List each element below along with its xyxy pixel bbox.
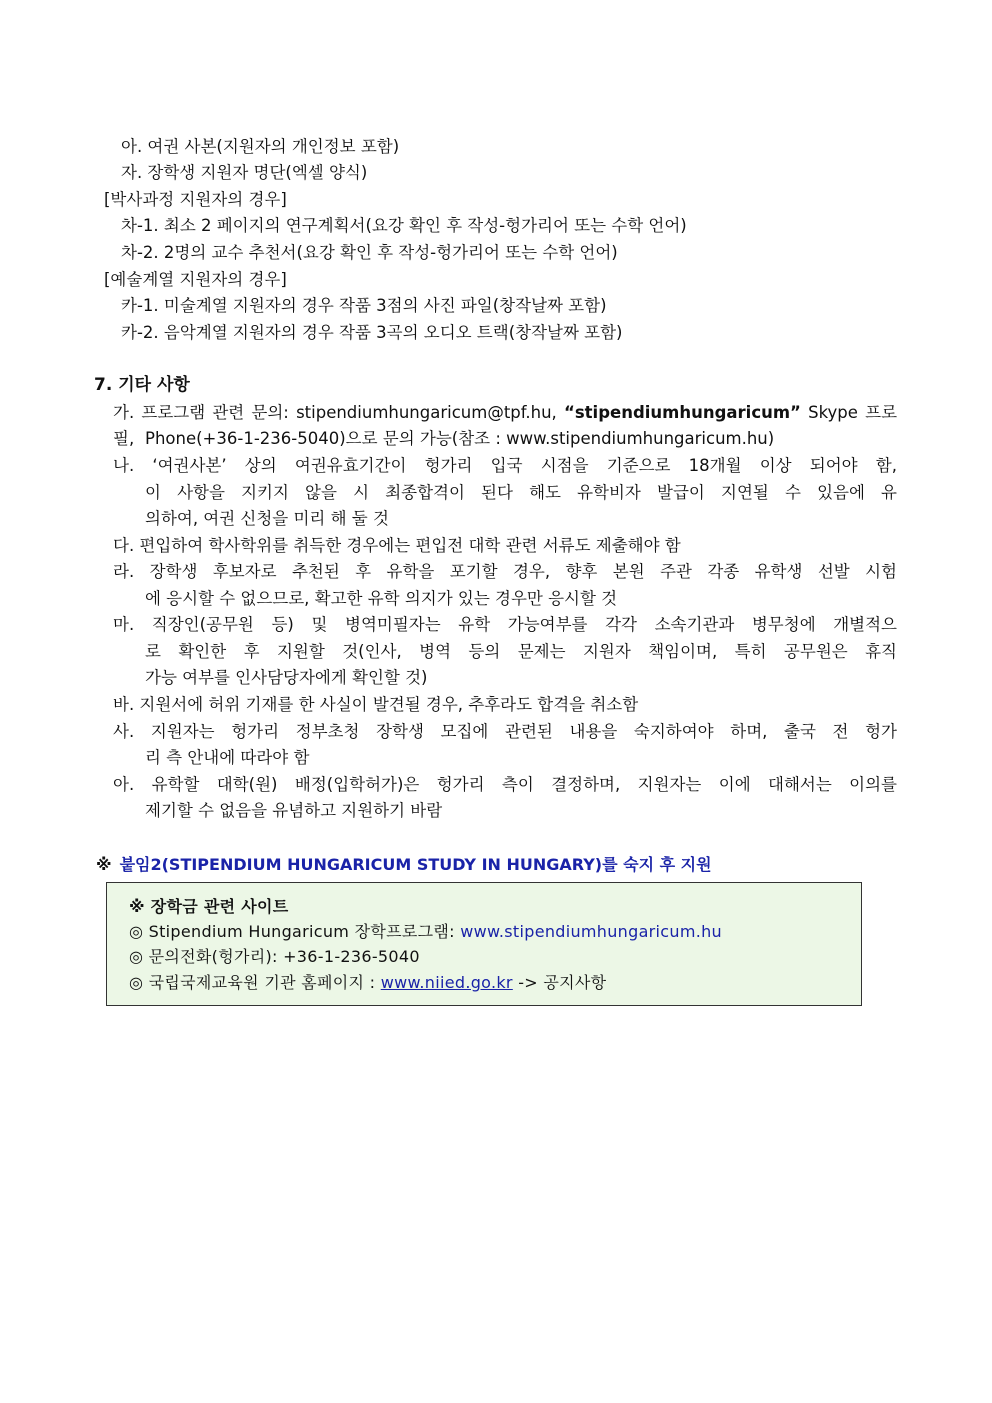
item-sa-line2: 리 측 안내에 따라야 함 — [145, 748, 310, 767]
item-na-line2: 이 사항을 지키지 않을 시 최종합격이 된다 해도 유학비자 발급이 지연될 수 있음에 유 — [145, 483, 897, 502]
attachment-notice-text: 붙임2(STIPENDIUM HUNGARICUM STUDY IN HUNGARY)를 숙지 후 지원 — [119, 855, 712, 874]
section-title: 7. 기타 사항 — [94, 375, 190, 395]
doc-item-art-photos: 카-1. 미술계열 지원자의 경우 작품 3점의 사진 파일(창작날짜 포함) — [121, 296, 607, 315]
scholarship-info-box — [106, 882, 862, 1006]
info-program-line — [129, 920, 722, 944]
item-na-line3: 의하여, 여권 신청을 미리 해 둘 것 — [145, 509, 389, 528]
arts-header: [예술계열 지원자의 경우] — [104, 270, 287, 289]
doc-item-recommendation: 차-2. 2명의 교수 추천서(요강 확인 후 작성-헝가리어 또는 수학 언어) — [121, 243, 618, 262]
skype-id: “stipendiumhungaricum” — [563, 403, 801, 422]
item-ga-line2: Phone(+36-1-236-5040)으로 문의 가능(참조 : www.stipendiumhungaricum.hu) — [145, 429, 775, 448]
info-phone-line: ◎ 문의전화(헝가리): +36-1-236-5040 — [129, 947, 420, 966]
item-aa-line1: 아. 유학할 대학(원) 배정(입학허가)은 헝가리 측이 결정하며, 지원자는 이에 대해서는 이의를 — [113, 775, 897, 794]
info-homepage-label: ◎ 국립국제교육원 기관 홈페이지 : — [129, 973, 381, 992]
item-ga-skype-label: Skype 프로필, — [113, 403, 898, 448]
niied-homepage-link[interactable]: www.niied.go.kr — [380, 973, 513, 992]
doc-item-music-tracks: 카-2. 음악계열 지원자의 경우 작품 3곡의 오디오 트랙(창작날짜 포함) — [121, 323, 623, 342]
item-ba: 바. 지원서에 허위 기재를 한 사실이 발견될 경우, 추후라도 합격을 취소함 — [113, 695, 639, 714]
info-program-label: ◎ Stipendium Hungaricum 장학프로그램: — [129, 922, 461, 941]
item-da: 다. 편입하여 학사학위를 취득한 경우에는 편입전 대학 관련 서류도 제출해야 함 — [113, 536, 681, 555]
info-homepage-line — [129, 971, 606, 995]
item-na-line1: 나. ‘여권사본’ 상의 여권유효기간이 헝가리 입국 시점을 기준으로 18개월 이상 되어야 함, — [113, 456, 897, 475]
program-website-link[interactable]: www.stipendiumhungaricum.hu — [460, 922, 722, 941]
item-sa-line1: 사. 지원자는 헝가리 정부초청 장학생 모집에 관련된 내용을 숙지하여야 하며, 출국 전 헝가 — [113, 722, 897, 741]
item-ra-line1: 라. 장학생 후보자로 추천된 후 유학을 포기할 경우, 향후 본원 주관 각종 유학생 선발 시험 — [113, 562, 897, 581]
doc-item-applicant-list: 자. 장학생 지원자 명단(엑셀 양식) — [121, 163, 368, 182]
phd-header: [박사과정 지원자의 경우] — [104, 190, 287, 209]
info-homepage-tail: -> 공지사항 — [512, 973, 607, 992]
item-aa-line2: 제기할 수 없음을 유념하고 지원하기 바람 — [145, 801, 443, 820]
doc-item-research-plan: 차-1. 최소 2 페이지의 연구계획서(요강 확인 후 작성-헝가리어 또는 수학 언어) — [121, 216, 687, 235]
attachment-notice — [96, 852, 712, 878]
item-ga-text: 가. 프로그램 관련 문의: stipendiumhungaricum@tpf.hu, — [113, 403, 564, 422]
info-box-title: ※ 장학금 관련 사이트 — [129, 897, 289, 916]
doc-item-passport: 아. 여권 사본(지원자의 개인정보 포함) — [121, 137, 400, 156]
item-ma-line1: 마. 직장인(공무원 등) 및 병역미필자는 유학 가능여부를 각각 소속기관과 병무청에 개별적으 — [113, 615, 897, 634]
item-ma-line3: 가능 여부를 인사담당자에게 확인할 것) — [145, 668, 428, 687]
item-ra-line2: 에 응시할 수 없으므로, 확고한 유학 의지가 있는 경우만 응시할 것 — [145, 589, 618, 608]
item-ma-line2: 로 확인한 후 지원할 것(인사, 병역 등의 문제는 지원자 책임이며, 특히 공무원은 휴직 — [145, 642, 897, 661]
reference-mark-icon: ※ — [96, 855, 112, 874]
